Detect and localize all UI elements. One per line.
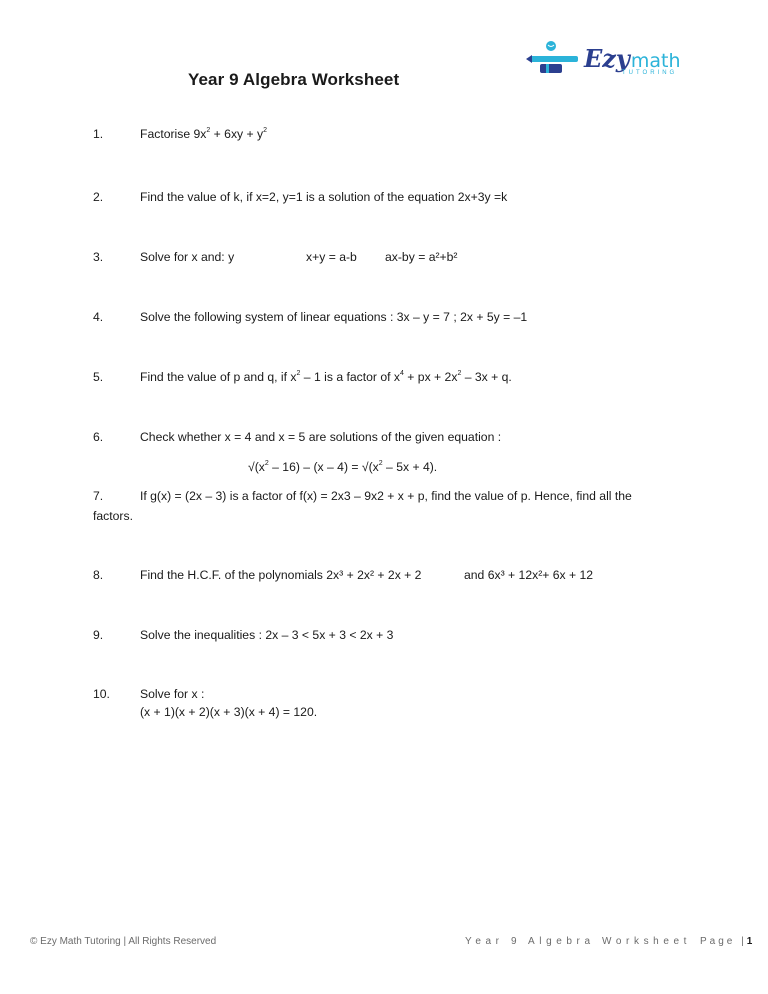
question-number: 10. [93, 687, 110, 701]
question-text: Check whether x = 4 and x = 5 are solutions of the given equation : [140, 430, 502, 444]
question-text: Solve the following system of linear equations : 3x – y = 7 ; 2x + 5y = –1 [140, 310, 528, 324]
logo-wordmark: Ezymath [584, 44, 681, 73]
question-number: 8. [93, 568, 104, 582]
ezy-math-logo [526, 36, 681, 86]
question-number: 6. [93, 430, 104, 444]
question-number: 5. [93, 370, 104, 384]
question-number: 9. [93, 628, 104, 642]
question-text: If g(x) = (2x – 3) is a factor of f(x) = 2x3 – 9x2 + x + p, find the value of p. Hence, find all the [140, 489, 632, 503]
question-6-equation: $√(x^2 - 16) - (x - 4) = √(x^2 - 5x + 4)$. [248, 460, 438, 474]
question-number: 3. [93, 250, 104, 264]
question-text: Factorise $9x^2 + 6xy + y^2$ [140, 127, 268, 141]
question-text: Solve for x and: y [140, 250, 235, 264]
logo-pencil-figure-icon [526, 36, 582, 86]
question-number: 1. [93, 127, 104, 141]
question-10-equation: (x + 1)(x + 2)(x + 3)(x + 4) = 120. [140, 705, 318, 719]
question-number: 4. [93, 310, 104, 324]
equation-2: ax-by = a²+b² [385, 250, 458, 264]
question-text-second-polynomial: and 6x³ + 12x²+ 6x + 12 [464, 568, 594, 582]
question-number: 7. [93, 489, 104, 503]
footer-copyright: © Ezy Math Tutoring | All Rights Reserved [30, 936, 217, 947]
question-text: Solve for x : [140, 687, 205, 701]
question-text: Find the H.C.F. of the polynomials 2x³ + 2x² + 2x + 2 [140, 568, 422, 582]
page-title: Year 9 Algebra Worksheet [188, 70, 400, 89]
question-7-continuation: factors. [93, 509, 133, 523]
footer-document-title: Year 9 Algebra Worksheet [465, 936, 692, 947]
question-number: 2. [93, 190, 104, 204]
question-text: Find the value of k, if x=2, y=1 is a solution of the equation 2x+3y =k [140, 190, 508, 204]
question-text: Solve the inequalities : 2x – 3 < 5x + 3 < 2x + 3 [140, 628, 394, 642]
logo-tagline: TUTORING [622, 70, 678, 76]
footer-page-number: Page |1 [700, 936, 753, 947]
question-text: Find the value of p and q, if $x^2 - 1$ is a factor of $x^4$ + px + $2x^2 - 3x + q$. [140, 370, 512, 384]
equation-1: x+y = a-b [306, 250, 357, 264]
